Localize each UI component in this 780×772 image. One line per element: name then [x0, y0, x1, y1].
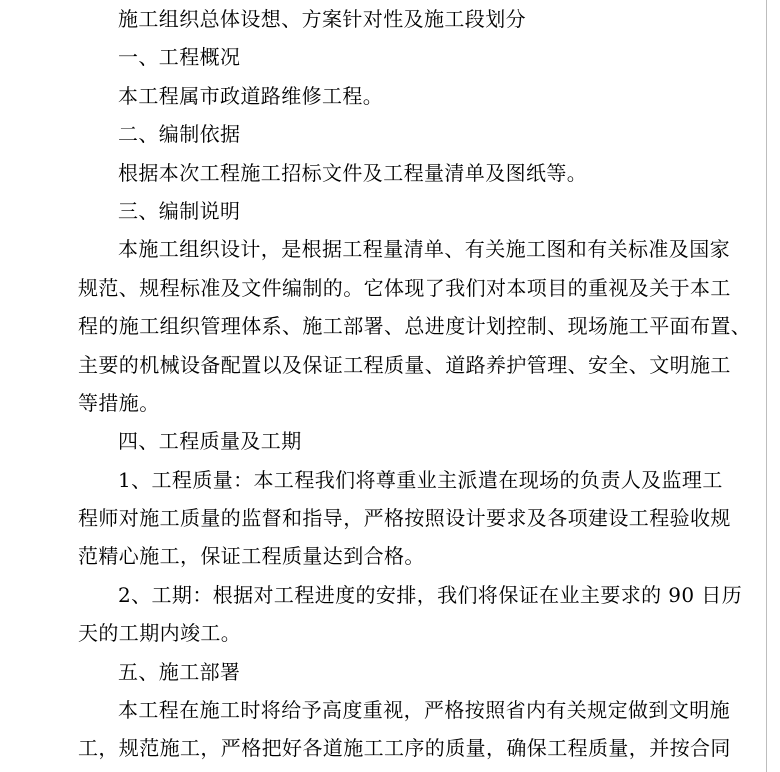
paragraph-deployment-line-1: 本工程在施工时将给予高度重视，严格按照省内有关规定做到文明施	[118, 698, 730, 723]
section-heading-overview-title: 施工组织总体设想、方案针对性及施工段划分	[118, 7, 526, 31]
document-body	[78, 0, 752, 768]
page-edge-rule	[766, 0, 767, 772]
paragraph-deployment-line-2: 工，规范施工，严格把好各道施工工序的质量，确保工程质量，并按合同	[78, 736, 731, 761]
paragraph-schedule-line-2: 天的工期内竣工。	[78, 621, 242, 646]
paragraph-explanation-line-1: 本施工组织设计，是根据工程量清单、有关施工图和有关标准及国家	[118, 237, 730, 262]
paragraph-quality-line-3: 范精心施工，保证工程质量达到合格。	[78, 544, 425, 569]
paragraph-quality-line-1: 1、工程质量：本工程我们将尊重业主派遣在现场的负责人及监理工	[118, 467, 723, 492]
heading-explanation: 三、编制说明	[118, 198, 241, 223]
paragraph-project-type: 本工程属市政道路维修工程。	[118, 83, 384, 108]
paragraph-explanation-line-2: 规范、规程标准及文件编制的。它体现了我们对本项目的重视及关于本工	[78, 275, 731, 300]
paragraph-basis: 根据本次工程施工招标文件及工程量清单及图纸等。	[118, 160, 588, 185]
paragraph-explanation-line-5: 等措施。	[78, 390, 160, 415]
paragraph-quality-line-2: 程师对施工质量的监督和指导，严格按照设计要求及各项建设工程验收规	[78, 506, 731, 531]
heading-quality-schedule: 四、工程质量及工期	[118, 429, 302, 454]
heading-deployment: 五、施工部署	[118, 659, 241, 684]
heading-project-overview: 一、工程概况	[118, 45, 241, 70]
paragraph-explanation-line-3: 程的施工组织管理体系、施工部署、总进度计划控制、现场施工平面布置、	[78, 314, 752, 339]
heading-basis: 二、编制依据	[118, 122, 241, 147]
paragraph-schedule-line-1: 2、工期：根据对工程进度的安排，我们将保证在业主要求的 90 日历	[118, 582, 743, 607]
paragraph-explanation-line-4: 主要的机械设备配置以及保证工程质量、道路养护管理、安全、文明施工	[78, 352, 731, 377]
